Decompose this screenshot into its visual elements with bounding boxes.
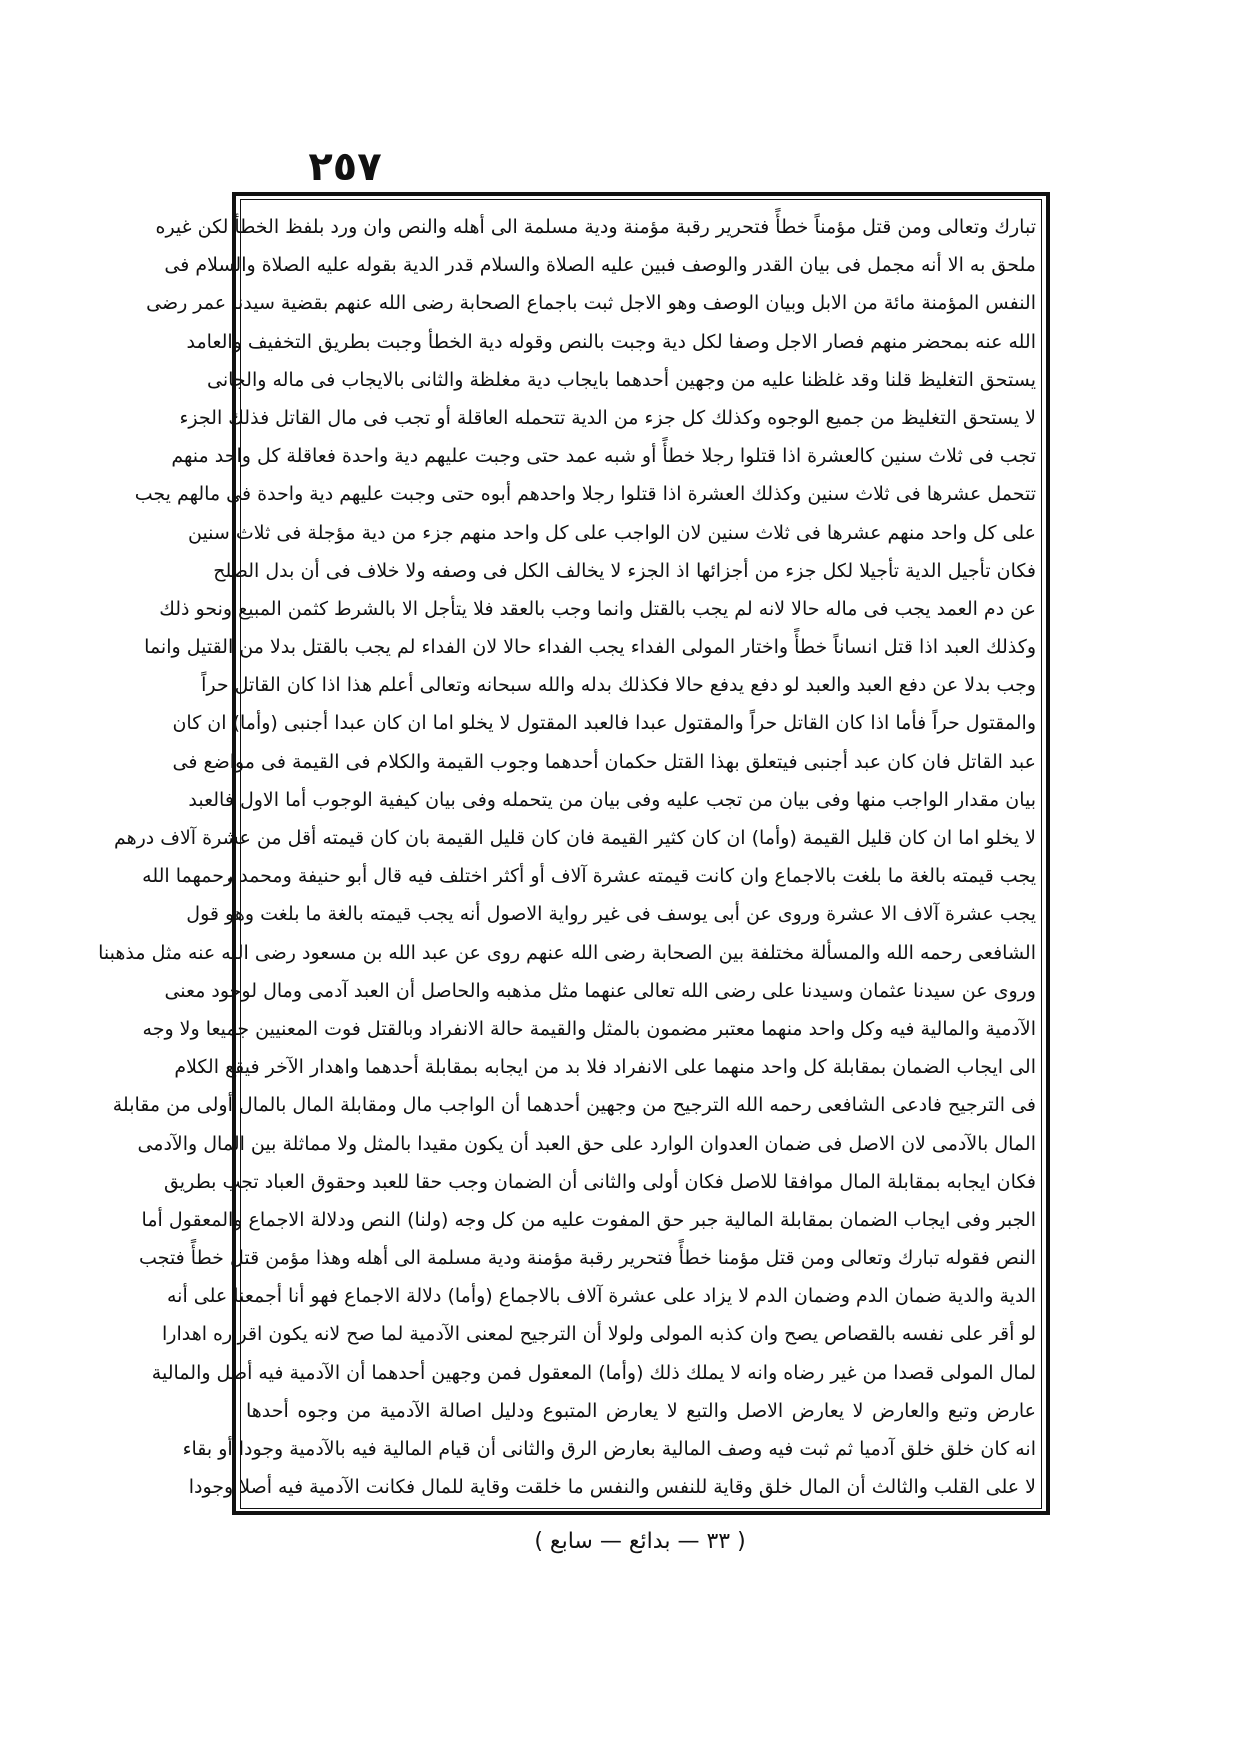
text-line: عارض وتبع والعارض لا يعارض الاصل والتبع لا يعارض المتبوع ودليل اصالة الآدمية من وجوه أحدها — [246, 1399, 1036, 1422]
text-line: الجبر وفى ايجاب الضمان بمقابلة المالية جبر حق المفوت عليه من كل وجه (ولنا) النص ودلالة الاجماع والمعقول أما — [141, 1208, 1036, 1231]
text-line: ملحق به الا أنه مجمل فى بيان القدر والوصف فبين عليه الصلاة والسلام قدر الدية بقوله عليه الصلاة والسلام فى — [164, 254, 1036, 277]
text-line: على كل واحد منهم عشرها فى ثلاث سنين لان الواجب على كل واحد منهم جزء من دية مؤجلة فى ثلاث سنين — [187, 521, 1036, 544]
text-line: وجب بدلا عن دفع العبد والعبد لو دفع يدفع حالا فكذلك بدله والله سبحانه وتعالى أعلم هذا اذا كان القاتل حراً — [201, 674, 1036, 697]
signature-footer: ( ٣٣ — بدائع — سابع ) — [534, 1529, 746, 1554]
text-line: الشافعى رحمه الله والمسألة مختلفة بين الصحابة رضى الله عنهم روى عن عبد الله بن مسعود رضى الله عنه مثل مذهبنا — [98, 941, 1036, 964]
text-line: بيان مقدار الواجب منها وفى بيان من تجب عليه وفى بيان من يتحمله وفى بيان كيفية الوجوب أما الاول فالعبد — [188, 788, 1036, 811]
text-line: النفس المؤمنة مائة من الابل وبيان الوصف وهو الاجل ثبت باجماع الصحابة رضى الله عنهم بقضية سيدنا عمر رضى — [146, 292, 1036, 315]
text-line: تبارك وتعالى ومن قتل مؤمناً خطأً فتحرير رقبة مؤمنة ودية مسلمة الى أهله والنص وان ورد بلفظ الخطأ لكن غيره — [155, 216, 1036, 238]
text-line: لا على القلب والثالث أن المال خلق وقاية للنفس والنفس ما خلقت وقاية للمال فكانت الآدمية فيه أصلا وجودا — [188, 1476, 1036, 1499]
text-line: لمال المولى قصدا من غير رضاه وانه لا يملك ذلك (وأما) المعقول فمن وجهين أحدهما أن الآدمية فيه أصل والمالية — [151, 1361, 1036, 1384]
text-line: وروى عن سيدنا عثمان وسيدنا على رضى الله تعالى عنهما مثل مذهبه والحاصل أن العبد آدمى ومال لوجود معنى — [164, 979, 1036, 1002]
text-line: تتحمل عشرها فى ثلاث سنين وكذلك العشرة اذا قتلوا رجلا واحدهم أبوه حتى وجبت عليهم دية واحدة فى مالهم يجب — [134, 483, 1036, 506]
body-text — [98, 208, 1036, 1506]
text-line: الله عنه بمحضر منهم فصار الاجل وصفا لكل دية وجبت بالنص وقوله دية الخطأ وجبت بطريق التخفيف والعامد — [186, 330, 1036, 353]
text-line: والمقتول حراً فأما اذا كان القاتل حراً والمقتول عبدا فالعبد المقتول لا يخلو اما ان كان عبدا أجنبى (وأما) ان كان — [172, 712, 1036, 735]
page-number: ٢٥٧ — [308, 144, 382, 190]
text-line: يجب عشرة آلاف الا عشرة وروى عن أبى يوسف فى غير رواية الاصول أنه يجب قيمته بالغة ما بلغت وهو قول — [186, 903, 1036, 926]
text-line: لو أقر على نفسه بالقصاص يصح وان كذبه المولى ولولا أن الترجيح لمعنى الآدمية لما صح لانه يكون اقراره اهدارا — [162, 1323, 1036, 1346]
text-line: لا يخلو اما ان كان قليل القيمة (وأما) ان كان كثير القيمة فان كان قليل القيمة بان كان قيمته أقل من عشرة آلاف درهم — [113, 827, 1036, 849]
text-line: لا يستحق التغليظ من جميع الوجوه وكذلك كل جزء من الدية تتحمله العاقلة أو تجب فى مال القاتل فذلك الجزء — [179, 406, 1036, 429]
page-frame-bottom-rule — [232, 1511, 1050, 1514]
text-line: الى ايجاب الضمان بمقابلة كل واحد منهما على الانفراد فلا بد من ايجابه بمقابلة أحدهما واهدار الآخر فيقع الكلام — [174, 1056, 1036, 1079]
text-line: عن دم العمد يجب فى ماله حالا لانه لم يجب بالقتل وانما وجب بالعقد فلا يتأجل الا بالشرط كثمن المبيع ونحو ذلك — [159, 597, 1036, 620]
text-line: عبد القاتل فان كان عبد أجنبى فيتعلق بهذا القتل حكمان أحدهما وجوب القيمة والكلام فى القيمة فى مواضع فى — [172, 750, 1036, 773]
text-line: الدية والدية ضمان الدم وضمان الدم لا يزاد على عشرة آلاف بالاجماع (وأما) دلالة الاجماع فهو أنا أجمعنا على أنه — [167, 1285, 1036, 1308]
text-line: تجب فى ثلاث سنين كالعشرة اذا قتلوا رجلا خطأً أو شبه عمد حتى وجبت عليهم دية واحدة فعاقلة كل واحد منهم — [171, 445, 1036, 468]
text-line: النص فقوله تبارك وتعالى ومن قتل مؤمنا خطأً فتحرير رقبة مؤمنة ودية مسلمة الى أهله وهذا مؤمن قتل خطأً فتجب — [139, 1247, 1036, 1270]
text-line: فكان تأجيل الدية تأجيلا لكل جزء من أجزائها اذ الجزء لا يخالف الكل فى وصفه ولا خلاف فى أن بدل الصلح — [213, 559, 1036, 582]
text-line: يستحق التغليظ قلنا وقد غلظنا عليه من وجهين أحدهما بايجاب دية مغلظة والثانى بالايجاب فى ماله والجانى — [206, 368, 1036, 391]
text-line: الآدمية والمالية فيه وكل واحد منهما معتبر مضمون بالمثل والقيمة حالة الانفراد وبالقتل فوت المعنيين جميعا ولا وجه — [142, 1017, 1036, 1040]
text-line: المال بالآدمى لان الاصل فى ضمان العدوان الوارد على حق العبد أن يكون مقيدا بالمثل ولا مماثلة بين المال والآدمى — [137, 1132, 1036, 1155]
text-line: وكذلك العبد اذا قتل انساناً خطأً واختار المولى الفداء يجب الفداء حالا لان الفداء لم يجب بالقتل بدلا من القتيل وانما — [144, 636, 1036, 659]
text-line: فكان ايجابه بمقابلة المال موافقا للاصل فكان أولى والثانى أن الضمان وجب حقا للعبد وحقوق العباد تجب بطريق — [163, 1170, 1036, 1193]
text-line: فى الترجيح فادعى الشافعى رحمه الله الترجيح من وجهين أحدهما أن الواجب مال ومقابلة المال بالمال أولى من مقابلة — [112, 1094, 1036, 1117]
text-line: انه كان خلق خلق آدميا ثم ثبت فيه وصف المالية بعارض الرق والثانى أن قيام المالية فيه بالآدمية وجودا أو بقاء — [182, 1438, 1036, 1460]
text-line: يجب قيمته بالغة ما بلغت بالاجماع وان كانت قيمته عشرة آلاف أو أكثر اختلف فيه قال أبو حنيفة ومحمد رحمهما الله — [142, 865, 1036, 888]
